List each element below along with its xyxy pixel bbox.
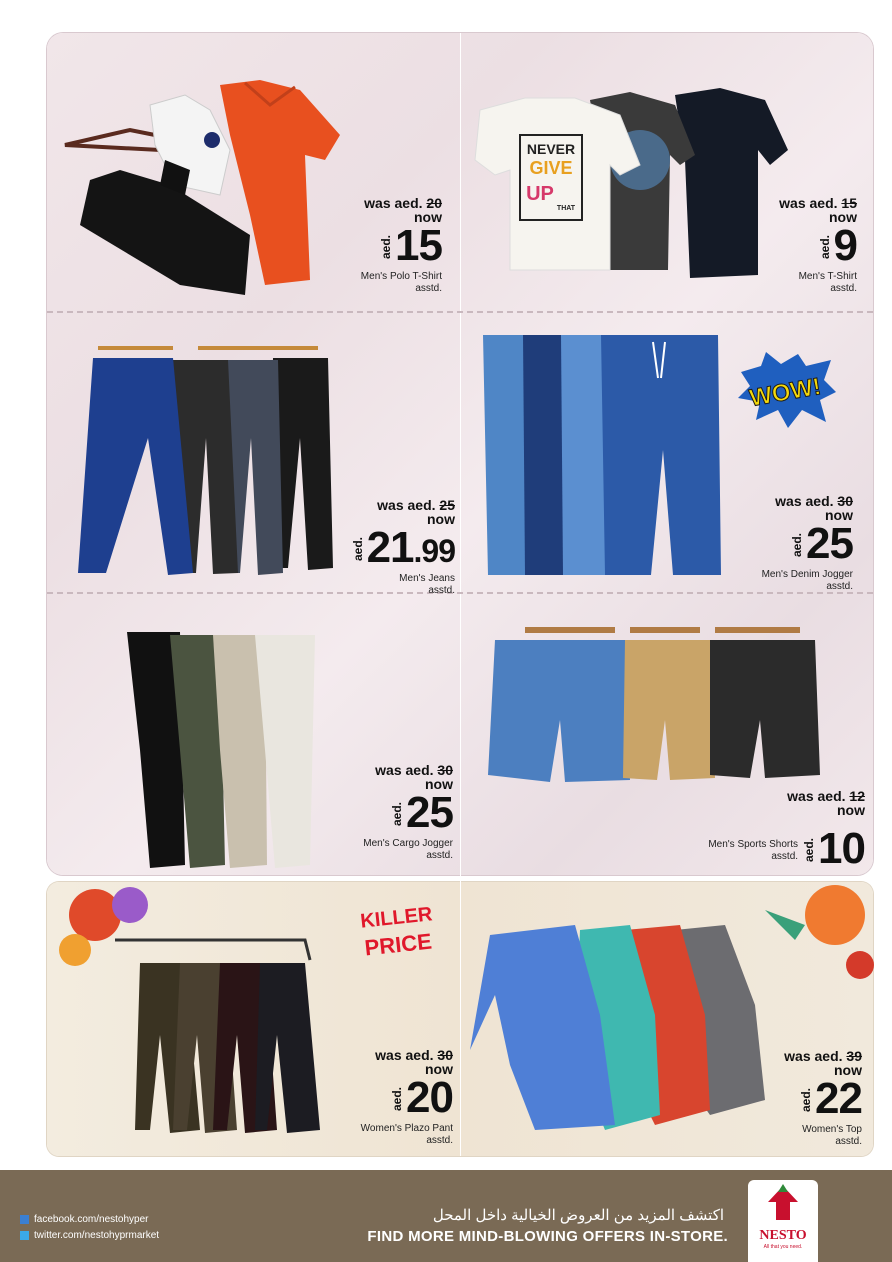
price-block-womens-top <box>730 1048 862 1148</box>
social-links <box>20 1212 159 1244</box>
nesto-logo <box>748 1180 818 1262</box>
price-block-polo <box>310 195 442 295</box>
was-label: was aed. <box>364 195 423 211</box>
twitter-link[interactable] <box>20 1228 159 1244</box>
price-block-denim-jogger <box>720 493 853 593</box>
tshirt-print-line4: THAT <box>556 205 576 212</box>
price-integer: 25 <box>806 519 853 568</box>
price-integer: 15 <box>395 221 442 270</box>
currency-label: aed. <box>379 235 394 260</box>
current-price <box>395 221 442 271</box>
current-price <box>366 523 455 573</box>
now-label: now <box>825 507 853 523</box>
twitter-icon <box>20 1231 29 1240</box>
price-integer: 20 <box>406 1073 453 1122</box>
current-price <box>806 519 853 569</box>
tshirt-print-line1: NEVER <box>526 141 576 157</box>
jeans-image <box>78 328 338 580</box>
was-value: 30 <box>837 493 853 509</box>
was-value: 39 <box>846 1048 862 1064</box>
denim-joggers-image <box>483 330 723 580</box>
product-variant: asstd. <box>835 1136 862 1147</box>
product-name: Men's T-Shirt <box>798 271 857 282</box>
product-name: Men's Polo T-Shirt <box>360 271 442 282</box>
facebook-text: facebook.com/nestohyper <box>34 1214 149 1225</box>
was-label: was aed. <box>377 497 436 513</box>
currency-label: aed. <box>817 235 832 260</box>
price-integer: 25 <box>406 788 453 837</box>
wow-badge <box>736 352 836 428</box>
tshirt-print-line2: GIVE <box>529 158 573 178</box>
now-label: now <box>414 209 442 225</box>
now-label: now <box>834 1062 862 1078</box>
killer-price-badge <box>355 900 440 962</box>
now-label: now <box>427 511 455 527</box>
price-decimals: .99 <box>413 533 455 569</box>
product-variant: asstd. <box>830 283 857 294</box>
current-price <box>818 824 865 874</box>
current-price <box>833 221 857 271</box>
polo-shirts-image <box>60 75 345 300</box>
nesto-emblem-icon <box>748 1180 818 1228</box>
price-block-sports-shorts <box>660 824 865 874</box>
current-price <box>815 1074 862 1124</box>
wow-text: WOW! <box>747 373 824 413</box>
twitter-text: twitter.com/nestohyprmarket <box>34 1230 160 1241</box>
logo-tagline: All that you need. <box>763 1244 803 1250</box>
vertical-divider <box>460 33 461 1156</box>
plazo-pants-image <box>55 885 335 1135</box>
currency-label: aed. <box>802 838 817 863</box>
was-value: 25 <box>439 497 455 513</box>
price-block-plazo-pant <box>320 1047 453 1147</box>
was-label: was aed. <box>784 1048 843 1064</box>
price-block-tshirt <box>725 195 857 295</box>
was-label: was aed. <box>779 195 838 211</box>
was-value: 15 <box>841 195 857 211</box>
price-integer: 10 <box>818 824 865 873</box>
was-value: 30 <box>437 762 453 778</box>
currency-label: aed. <box>799 1088 814 1113</box>
product-variant: asstd. <box>771 850 799 862</box>
now-label: now <box>425 776 453 792</box>
product-name: Men's Cargo Jogger <box>363 838 453 849</box>
product-variant: asstd. <box>426 850 453 861</box>
was-label: was aed. <box>775 493 834 509</box>
currency-label: aed. <box>390 802 405 827</box>
product-name: Women's Top <box>802 1124 862 1135</box>
facebook-icon <box>20 1215 29 1224</box>
currency-label: aed. <box>790 533 805 558</box>
current-price <box>406 788 453 838</box>
product-variant: asstd. <box>826 581 853 592</box>
was-value: 12 <box>849 788 865 804</box>
product-variant: asstd. <box>428 585 455 596</box>
now-label: now <box>829 209 857 225</box>
was-value: 30 <box>437 1047 453 1063</box>
was-value: 20 <box>426 195 442 211</box>
price-block-jeans <box>310 497 455 597</box>
current-price <box>406 1073 453 1123</box>
now-label: now <box>425 1061 453 1077</box>
price-integer: 22 <box>815 1074 862 1123</box>
product-name: Men's Denim Jogger <box>761 569 853 580</box>
cargo-joggers-image <box>125 630 325 870</box>
price-integer: 9 <box>833 221 857 270</box>
killer-text: KILLER <box>359 903 434 933</box>
logo-name: NESTO <box>759 1228 807 1243</box>
product-name: Women's Plazo Pant <box>360 1123 453 1134</box>
product-variant: asstd. <box>426 1135 453 1146</box>
english-tagline: FIND MORE MIND-BLOWING OFFERS IN-STORE. <box>367 1228 728 1245</box>
arabic-tagline: اكتشف المزيد من العروض الخيالية داخل المحل <box>432 1207 724 1224</box>
now-label: now <box>837 802 865 818</box>
row-divider-1 <box>47 311 873 313</box>
currency-label: aed. <box>390 1087 405 1112</box>
currency-label: aed. <box>350 537 365 562</box>
product-variant: asstd. <box>415 283 442 294</box>
facebook-link[interactable] <box>20 1212 159 1228</box>
product-name: Men's Sports Shorts <box>708 838 799 850</box>
was-label: was aed. <box>375 1047 434 1063</box>
shorts-image <box>485 610 825 790</box>
price-block-cargo-jogger <box>320 762 453 862</box>
price-block-sports-shorts-upper <box>730 788 865 817</box>
was-label: was aed. <box>787 788 846 804</box>
price-integer: 21 <box>366 523 414 572</box>
price-text: PRICE <box>363 928 433 961</box>
tshirt-print-line3: UP <box>526 183 554 205</box>
product-name: Men's Jeans <box>399 573 455 584</box>
was-label: was aed. <box>375 762 434 778</box>
